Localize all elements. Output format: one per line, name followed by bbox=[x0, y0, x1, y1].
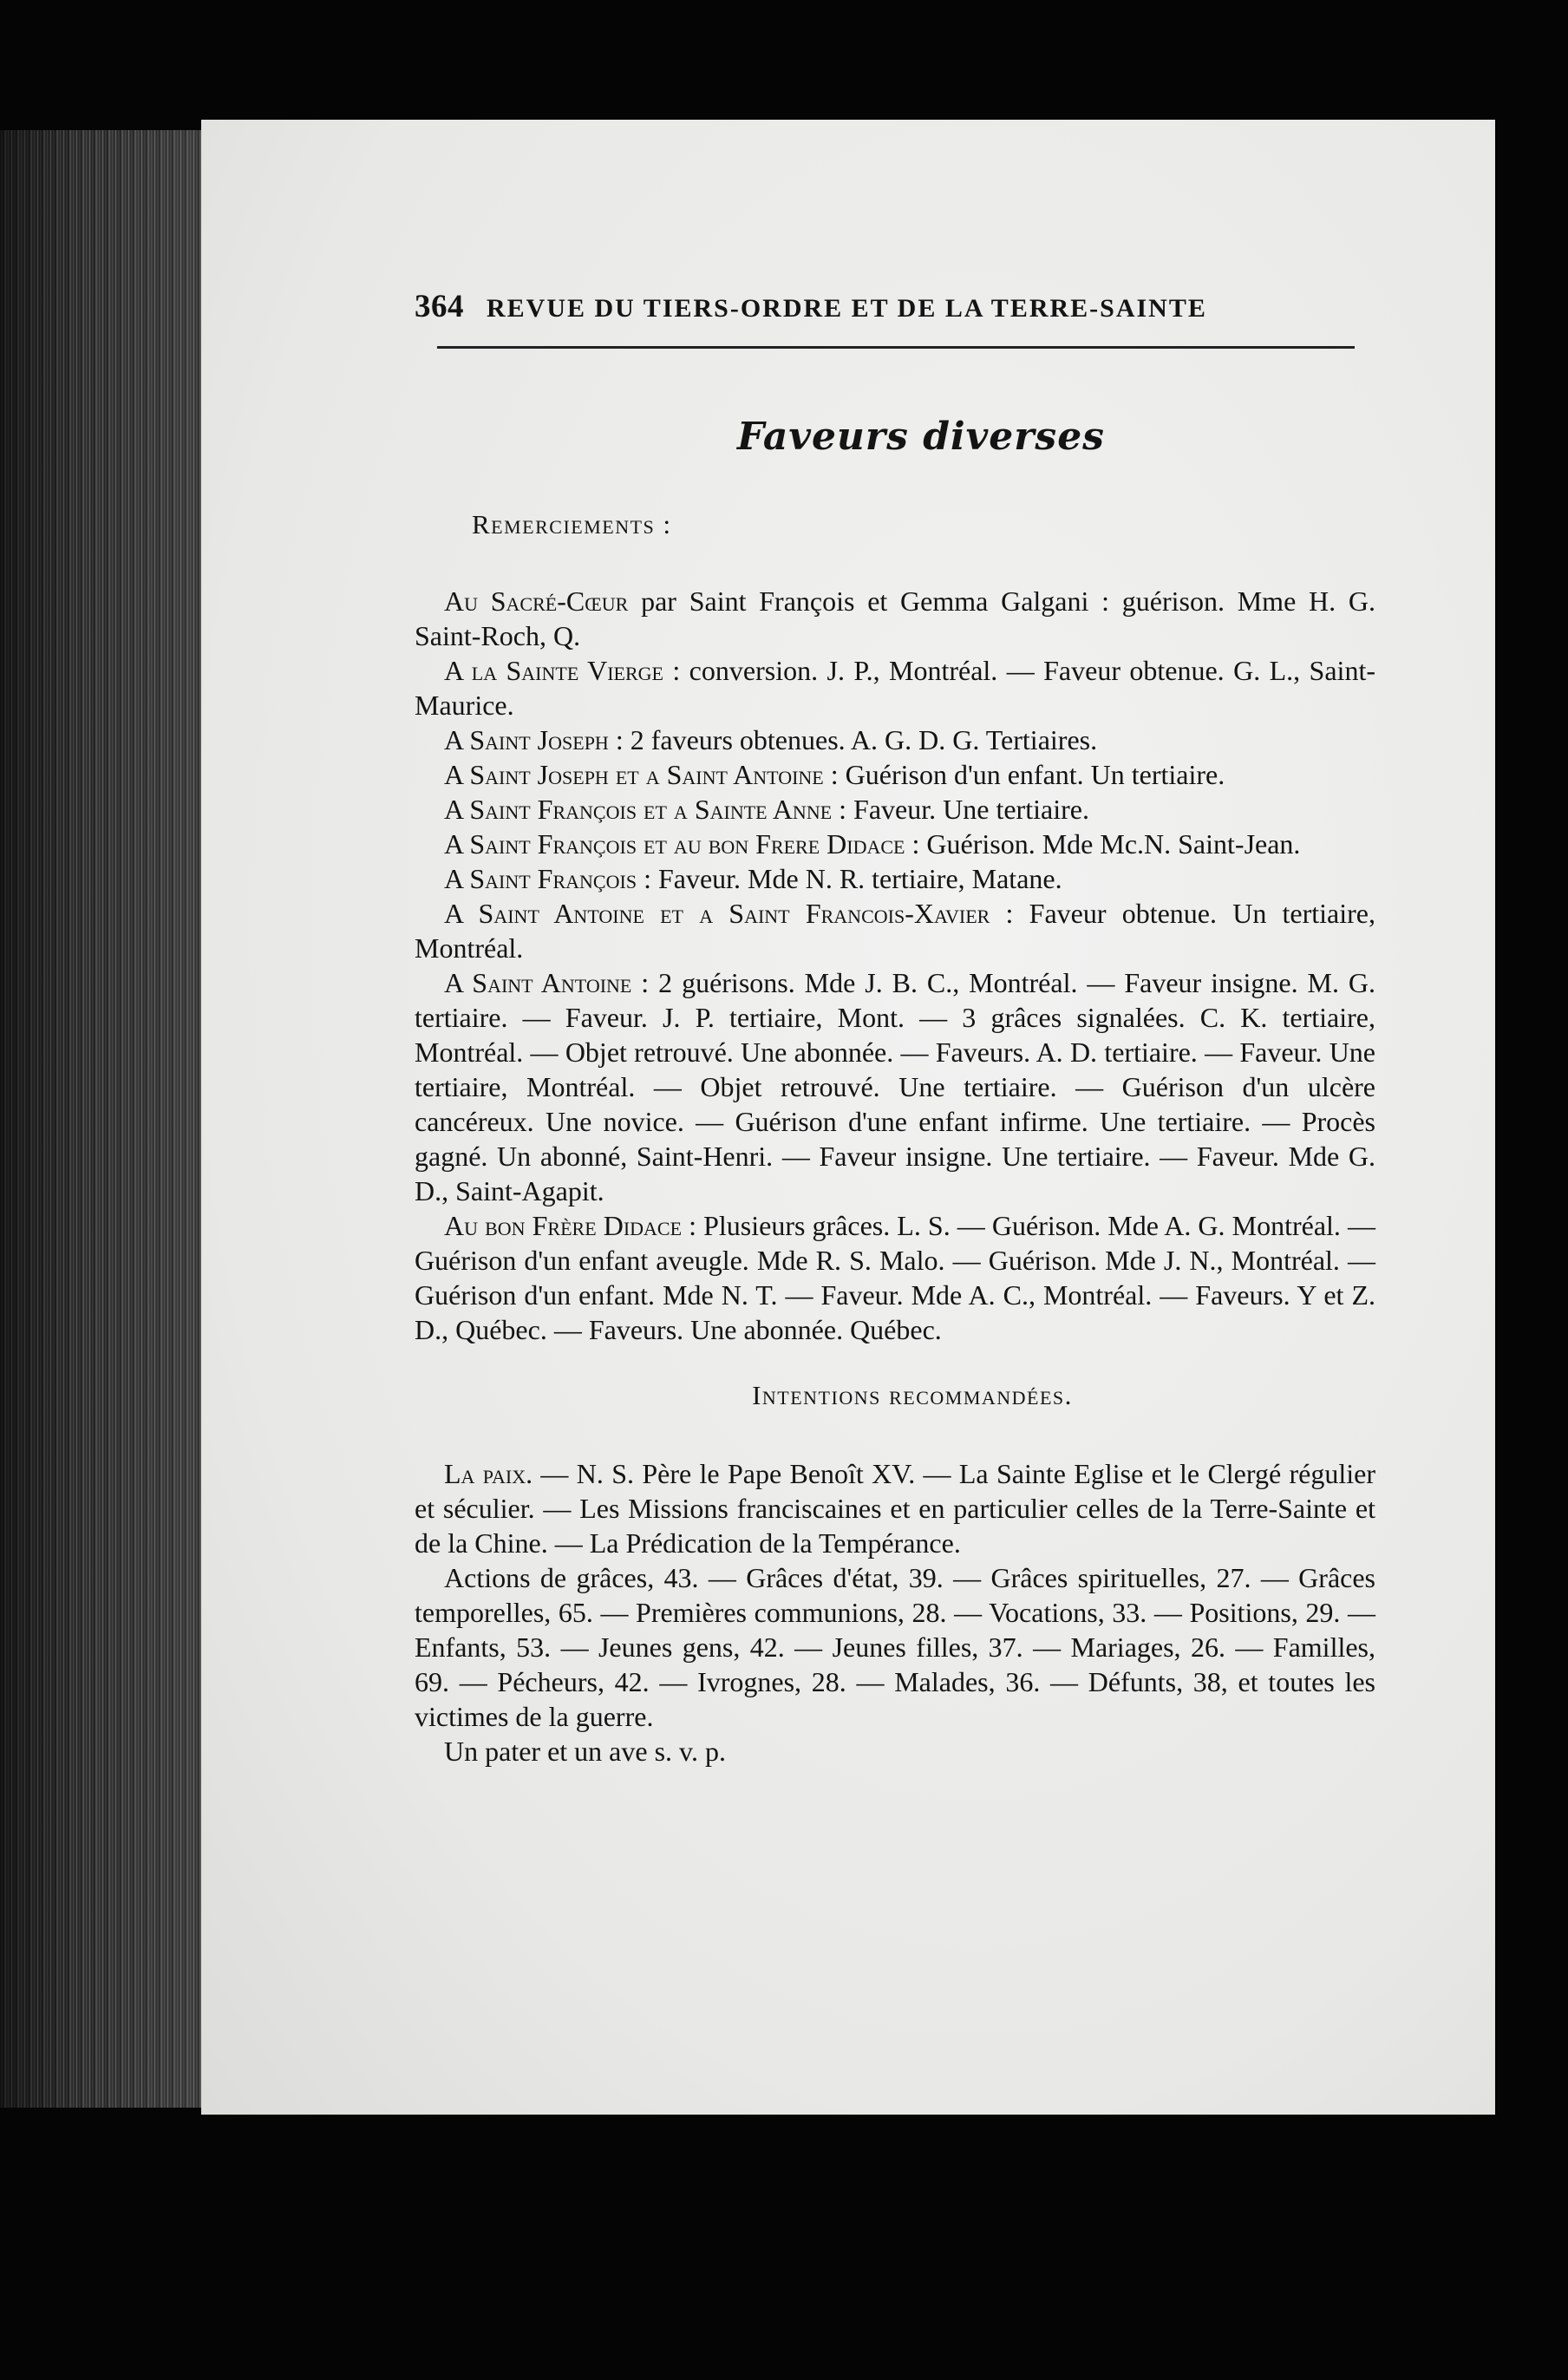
entry-text: — N. S. Père le Pape Benoît XV. — La Sainte Eglise et le Clergé régulier et séculier. — Les Missions franciscaines et en particulier celles de la Terre-Sainte et de la Chine. — La Prédication de la Tempérance. bbox=[415, 1458, 1375, 1559]
entry bbox=[415, 861, 1375, 896]
entry bbox=[415, 722, 1375, 757]
intentions-list bbox=[415, 1456, 1375, 1769]
entry-lead: A Saint Joseph et a Saint Antoine bbox=[444, 759, 824, 790]
entry-text: : Guérison. Mde Mc.N. Saint-Jean. bbox=[905, 828, 1301, 860]
entry bbox=[415, 584, 1375, 653]
entry-text: Un pater et un ave s. v. p. bbox=[444, 1736, 726, 1767]
entry-lead: A Saint François bbox=[444, 863, 637, 894]
running-title: REVUE DU TIERS-ORDRE ET DE LA TERRE-SAINTE bbox=[487, 294, 1207, 323]
page-number: 364 bbox=[415, 289, 464, 324]
entry bbox=[415, 757, 1375, 792]
entry-text: : Faveur. Une tertiaire. bbox=[832, 794, 1089, 825]
entry-text: : Guérison d'un enfant. Un tertiaire. bbox=[823, 759, 1225, 790]
entry-text: : conversion. J. P., Montréal. — Faveur obtenue. G. L., Saint-Maurice. bbox=[415, 655, 1375, 721]
entry bbox=[415, 653, 1375, 722]
entry-lead: La paix. bbox=[444, 1458, 533, 1489]
entry-text: : 2 guérisons. Mde J. B. C., Montréal. — Faveur insigne. M. G. tertiaire. — Faveur. J. P. tertiaire, Mont. — 3 grâces signalées. C. K. tertiaire, Montréal. — Objet retrouvé. Une abonnée. — Faveurs. A. D. tertiaire. — Faveur. Une tertiaire, Montréal. — Objet retrouvé. Une tertiaire. — Guérison d'un ulcère cancéreux. Une novice. — Guérison d'une enfant infirme. Une tertiaire. — Procès gagné. Un abonné, Saint-Henri. — Faveur insigne. Une tertiaire. — Faveur. Mde G. D., Saint-Agapit. bbox=[415, 967, 1376, 1206]
entry-text: : Faveur obtenue. Un tertiaire, Montréal. bbox=[415, 898, 1376, 964]
intention-entry bbox=[415, 1456, 1375, 1560]
header-rule bbox=[437, 346, 1355, 349]
section-title: Faveurs diverses bbox=[737, 415, 1105, 459]
intention-entry bbox=[415, 1560, 1375, 1734]
entry-lead: A Saint François et a Sainte Anne bbox=[444, 794, 833, 825]
entry-lead: Au Sacré-Cœur bbox=[444, 585, 629, 617]
intention-entry bbox=[415, 1734, 1375, 1769]
page-header bbox=[415, 288, 1273, 325]
remerciements-list bbox=[415, 584, 1375, 1347]
entry bbox=[415, 1208, 1375, 1347]
entry bbox=[415, 827, 1375, 861]
entry-lead: Au bon Frère Didace bbox=[444, 1210, 683, 1241]
entry-lead: A Saint François et au bon Frere Didace bbox=[444, 828, 905, 860]
entry-text: par Saint François et Gemma Galgani : guérison. Mme H. G. Saint-Roch, Q. bbox=[415, 585, 1375, 651]
entry-lead: A Saint Antoine et a Saint Francois-Xavier bbox=[444, 898, 990, 929]
entry-lead: A la Sainte Vierge bbox=[444, 655, 663, 686]
entry-text: Actions de grâces, 43. — Grâces d'état, 39. — Grâces spirituelles, 27. — Grâces temporelles, 65. — Premières communions, 28. — Vocations, 33. — Positions, 29. — Enfants, 53. — Jeunes gens, 42. — Jeunes filles, 37. — Mariages, 26. — Familles, 69. — Pécheurs, 42. — Ivrognes, 28. — Malades, 36. — Défunts, 38, et toutes les victimes de la guerre. bbox=[415, 1562, 1375, 1732]
page-text bbox=[415, 288, 1375, 1769]
entry bbox=[415, 965, 1375, 1208]
intentions-heading: Intentions recommandées. bbox=[752, 1380, 1073, 1410]
entry bbox=[415, 792, 1375, 827]
entry bbox=[415, 896, 1375, 965]
remerciements-heading: Remerciements : bbox=[472, 509, 672, 539]
book-page-edges bbox=[0, 130, 208, 2108]
entry-lead: A Saint Antoine bbox=[444, 967, 632, 998]
entry-text: : 2 faveurs obtenues. A. G. D. G. Tertiaires. bbox=[608, 724, 1098, 755]
entry-text: : Faveur. Mde N. R. tertiaire, Matane. bbox=[637, 863, 1062, 894]
entry-lead: A Saint Joseph bbox=[444, 724, 609, 755]
entry-text: : Plusieurs grâces. L. S. — Guérison. Mde A. G. Montréal. — Guérison d'un enfant aveugle. Mde R. S. Malo. — Guérison. Mde J. N., Montréal. — Guérison d'un enfant. Mde N. T. — Faveur. Mde A. C., Montréal. — Faveurs. Y et Z. D., Québec. — Faveurs. Une abonnée. Québec. bbox=[415, 1210, 1375, 1345]
